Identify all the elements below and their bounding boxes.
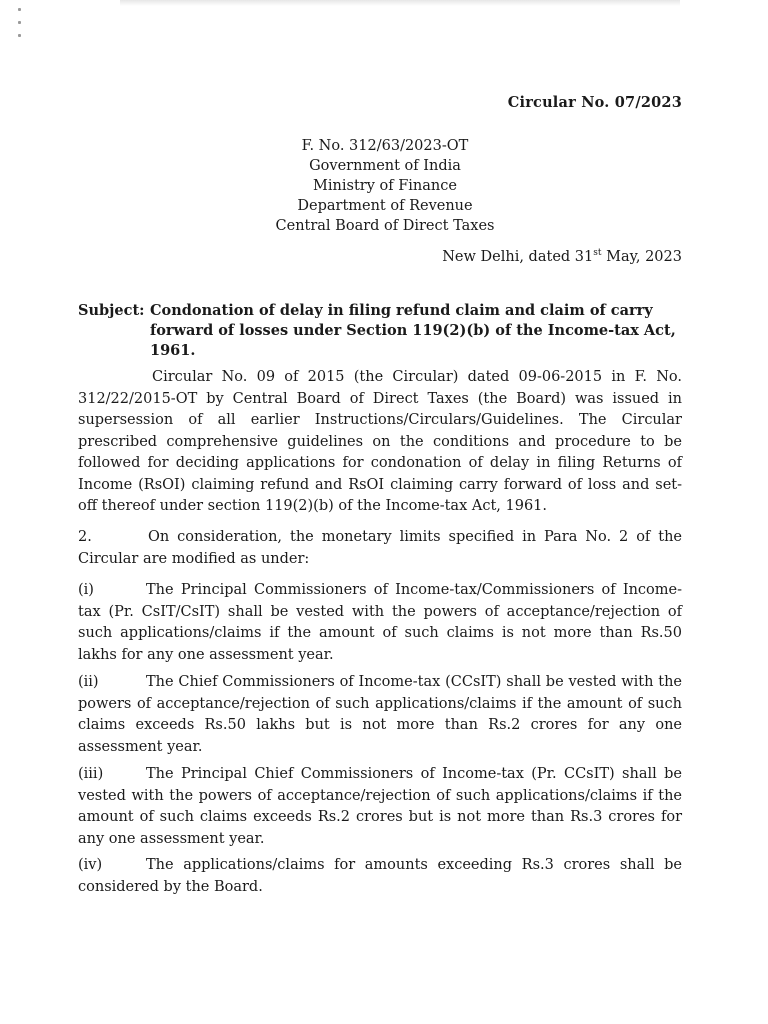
issuing-authority-header <box>250 136 520 236</box>
list-item-number: (iv) <box>78 857 103 873</box>
subject-label: Subject: <box>78 302 145 319</box>
paragraph-2 <box>78 527 682 570</box>
list-item-number: (i) <box>78 582 94 598</box>
scan-mark <box>18 8 22 58</box>
list-item-text: The Principal Commissioners of Income-tax/Commissioners of Income-tax (Pr. CsIT/CsIT) shall be vested with the powers of acceptance/rejection of such applications/claims if the amount of such claims is not more than Rs.50 lakhs for any one assessment year. <box>78 582 682 663</box>
paragraph-1: Circular No. 09 of 2015 (the Circular) dated 09-06-2015 in F. No. 312/22/2015-OT by Central Board of Direct Taxes (the Board) was issued in supersession of all earlier Instructions/Circulars/Guidelines. The Circular prescribed comprehensive guidelines on the conditions and procedure to be followed for deciding applications for condonation of delay in filing Returns of Income (RsOI) claiming refund and RsOI claiming carry forward of loss and set-off thereof under section 119(2)(b) of the Income-tax Act, 1961. <box>78 369 682 514</box>
list-item <box>78 672 682 758</box>
date-ordinal: st <box>593 248 602 258</box>
list-item-text: The Principal Chief Commissioners of Income-tax (Pr. CCsIT) shall be vested with the powers of acceptance/rejection of such applications/claims if the amount of such claims exceeds Rs.2 crores but is not more than Rs.3 crores for any one assessment year. <box>78 766 682 847</box>
list-item <box>78 580 682 666</box>
paragraph-2-number: 2. <box>78 529 92 545</box>
date-line <box>442 248 682 265</box>
board-line: Central Board of Direct Taxes <box>275 218 495 234</box>
ministry-line: Ministry of Finance <box>313 178 457 194</box>
date-prefix: New Delhi, dated 31 <box>442 249 594 265</box>
circular-number: Circular No. 07/2023 <box>507 94 682 111</box>
list-item-text: The applications/claims for amounts exceeding Rs.3 crores shall be considered by the Board. <box>78 857 682 895</box>
file-number: F. No. 312/63/2023-OT <box>301 138 469 154</box>
subject-block <box>78 301 682 361</box>
scan-shadow <box>120 0 680 6</box>
list-item <box>78 855 682 898</box>
list-item-number: (ii) <box>78 674 99 690</box>
subject-text: Condonation of delay in filing refund claim and claim of carry forward of losses under Section 119(2)(b) of the Income-tax Act, 1961. <box>150 302 676 359</box>
list-item-number: (iii) <box>78 766 104 782</box>
list-item <box>78 764 682 850</box>
date-rest: May, 2023 <box>601 249 682 265</box>
paragraph-2-text: On consideration, the monetary limits specified in Para No. 2 of the Circular are modified as under: <box>78 529 682 567</box>
department-line: Department of Revenue <box>297 198 473 214</box>
list-item-text: The Chief Commissioners of Income-tax (CCsIT) shall be vested with the powers of acceptance/rejection of such applications/claims if the amount of such claims exceeds Rs.50 lakhs but is not more than Rs.2 crores for any one assessment year. <box>78 674 682 755</box>
government-line: Government of India <box>309 158 461 174</box>
